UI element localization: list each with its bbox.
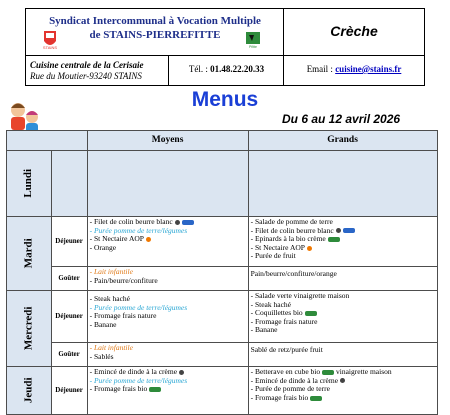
list-item: - Epinards à la bio crème — [251, 235, 435, 244]
phone-cell — [169, 56, 284, 86]
svg-text:Pfitte: Pfitte — [249, 45, 257, 49]
day-label-jeudi: Jeudi — [7, 367, 52, 415]
lundi-moyens-cell — [87, 151, 248, 217]
list-item: - Purée de pomme de terre — [250, 384, 330, 394]
fishing-label-icon — [343, 228, 355, 233]
email-link[interactable]: cuisine@stains.fr — [335, 64, 402, 74]
mercredi-dejeuner-moyens — [87, 291, 248, 343]
meal-label-dejeuner: Déjeuner — [51, 291, 87, 343]
meal-label-dejeuner: Déjeuner — [51, 367, 87, 415]
lundi-grands-cell — [248, 151, 437, 217]
label-icon — [179, 370, 184, 375]
email-line: Email : cuisine@stains.fr — [306, 64, 402, 74]
list-item: - Salade de pomme de terre — [250, 217, 333, 226]
list-item: - Filet de colin beurre blanc — [251, 227, 435, 236]
table-header-row — [7, 131, 438, 151]
label-icon — [175, 220, 180, 225]
jeudi-dejeuner-grands — [248, 367, 437, 415]
aop-icon — [307, 246, 312, 251]
section-cell — [284, 9, 424, 56]
email-cell — [284, 56, 424, 86]
bio-icon — [322, 370, 334, 375]
label-icon — [340, 378, 345, 383]
list-item: - Betterave en cube bio vinaigrette maison — [250, 367, 392, 376]
list-item: - Fromage frais bio — [90, 385, 246, 394]
list-item: - Coquillettes bio — [251, 309, 435, 318]
bio-icon — [149, 387, 161, 392]
list-item: - Lait infantile — [89, 343, 133, 352]
list-item: - Filet de colin beurre blanc — [90, 218, 246, 227]
kitchen-address: Rue du Moutier-93240 STAINS — [30, 71, 142, 81]
mardi-dejeuner-grands — [248, 217, 437, 267]
jeudi-dejeuner-moyens — [87, 367, 248, 415]
day-label-lundi: Lundi — [7, 151, 52, 217]
list-item: - Purée pomme de terre/légumes — [89, 225, 188, 235]
list-item: - St Nectaire AOP — [90, 235, 246, 244]
meal-label-gouter: Goûter — [51, 267, 87, 291]
label-icon — [336, 228, 341, 233]
aop-icon — [146, 237, 151, 242]
date-range: Du 6 au 12 avril 2026 — [282, 112, 401, 126]
list-item: - Purée pomme de terre/légumes — [89, 302, 188, 312]
header-box — [25, 8, 425, 86]
list-item: - Sablés — [89, 351, 114, 361]
list-item: - Banane — [89, 319, 117, 329]
phone-line: Tél. : 01.48.22.20.33 — [188, 64, 265, 74]
list-item: - Banane — [250, 325, 278, 335]
section-title: Crèche — [330, 23, 378, 39]
row-jeudi-dejeuner — [7, 367, 438, 415]
bio-icon — [328, 237, 340, 242]
list-item: - Orange — [89, 242, 117, 252]
stains-logo-icon — [40, 29, 60, 51]
list-item: - Pain/beurre/confiture — [89, 275, 158, 285]
org-name-line1: Syndicat Intercommunal à Vocation Multiple — [49, 15, 261, 27]
row-mercredi-dejeuner — [7, 291, 438, 343]
mardi-gouter-moyens — [87, 267, 248, 291]
list-item: - Emincé de dinde à la crème — [90, 368, 246, 377]
list-item: - Lait infantile — [89, 267, 133, 276]
list-item: - Fromage frais bio — [251, 394, 435, 403]
col-header-moyens: Moyens — [87, 131, 248, 151]
list-item: - Fromage frais nature — [250, 316, 318, 326]
list-item: - Salade verte vinaigrette maison — [250, 291, 350, 300]
mercredi-dejeuner-grands — [248, 291, 437, 343]
row-mardi-gouter — [7, 267, 438, 291]
list-item: - St Nectaire AOP — [251, 244, 435, 253]
mercredi-gouter-grands: Sablé de retz/purée fruit — [248, 343, 437, 367]
mardi-dejeuner-moyens — [87, 217, 248, 267]
bio-icon — [305, 311, 317, 316]
list-item: - Steak haché — [250, 299, 291, 309]
mardi-gouter-grands: Pain/beurre/confiture/orange — [248, 267, 437, 291]
organization-cell — [26, 9, 284, 56]
list-item: - Purée pomme de terre/légumes — [89, 375, 188, 385]
kitchen-name: Cuisine centrale de la Cerisaie — [30, 60, 144, 70]
row-mercredi-gouter — [7, 343, 438, 367]
lundi-meal-cell — [51, 151, 87, 217]
page-title: Menus — [191, 88, 259, 111]
col-header-grands: Grands — [248, 131, 437, 151]
fishing-label-icon — [182, 220, 194, 225]
svg-text:STAINS: STAINS — [42, 45, 58, 50]
meal-label-dejeuner: Déjeuner — [51, 217, 87, 267]
row-mardi-dejeuner — [7, 217, 438, 267]
meal-label-gouter: Goûter — [51, 343, 87, 367]
list-item: - Emincé de dinde à la crème — [251, 377, 435, 386]
list-item: - Steak haché — [89, 294, 130, 303]
mercredi-gouter-moyens — [87, 343, 248, 367]
menu-table — [6, 130, 438, 415]
row-lundi — [7, 151, 438, 217]
org-name-line2: de STAINS-PIERREFITTE — [89, 29, 221, 41]
list-item: - Fromage frais nature — [89, 311, 157, 321]
pierrefitte-logo-icon — [244, 31, 262, 49]
day-label-mercredi: Mercredi — [7, 291, 52, 367]
header-corner — [7, 131, 88, 151]
list-item: - Purée de fruit — [250, 251, 296, 261]
day-label-mardi: Mardi — [7, 217, 52, 291]
kitchen-cell — [26, 56, 169, 86]
